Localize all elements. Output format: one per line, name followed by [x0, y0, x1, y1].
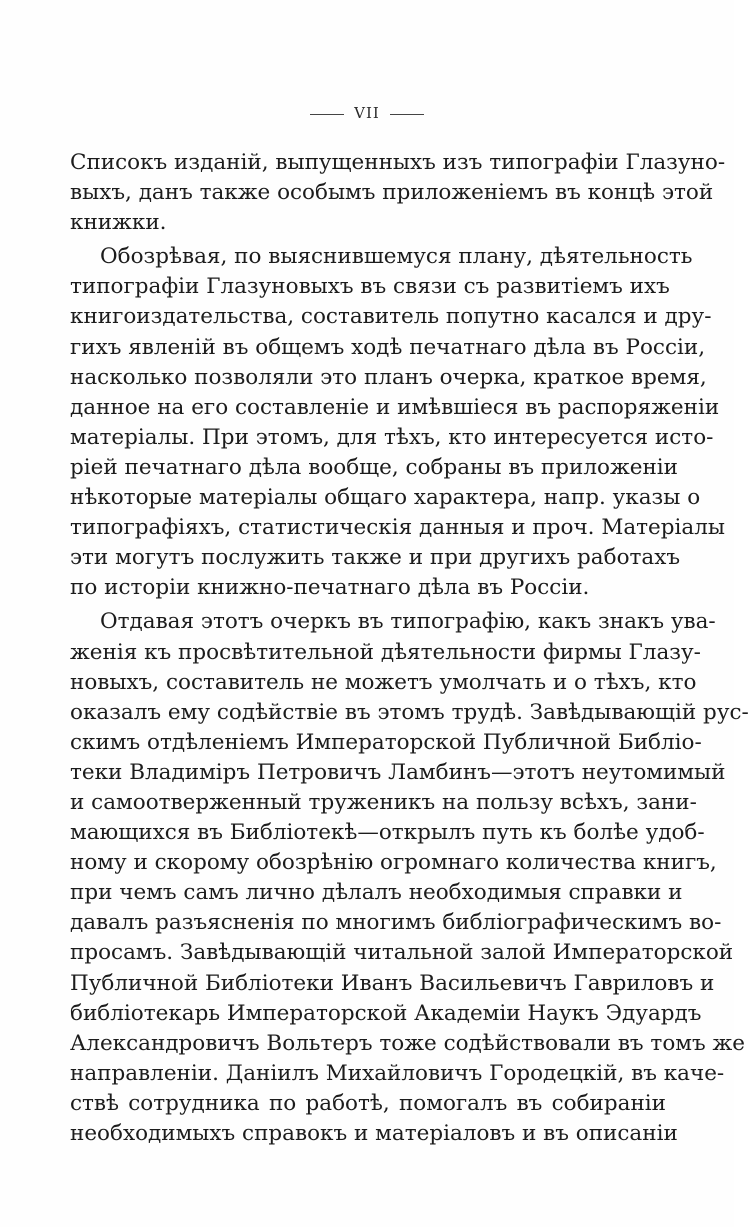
- page-number: VII: [354, 104, 380, 122]
- text-line: Списокъ изданій, выпущенныхъ изъ типографіи Глазуно-: [70, 150, 726, 175]
- body-text: [70, 148, 749, 1149]
- text-line: Публичной Библіотеки Иванъ Васильевичъ Гавриловъ и: [70, 970, 715, 996]
- text-line: Отдавая этотъ очеркъ въ типографію, какъ знакъ ува-: [100, 609, 716, 635]
- text-line: по исторіи книжно-печатнаго дѣла въ Россіи.: [70, 575, 590, 601]
- text-line: Александровичъ Вольтеръ тоже содѣйствовали въ томъ же: [70, 1030, 746, 1056]
- text-line: книжки.: [70, 210, 167, 236]
- text-line: при чемъ самъ лично дѣлалъ необходимыя справки и: [70, 880, 683, 906]
- text-line: гихъ явленій въ общемъ ходѣ печатнаго дѣла въ Россіи,: [70, 334, 706, 360]
- text-line: эти могутъ послужить также и при другихъ работахъ: [70, 545, 681, 571]
- text-line: выхъ, данъ также особымъ приложеніемъ въ концѣ этой: [70, 180, 714, 206]
- header-dash-right: [390, 114, 424, 115]
- text-line: матеріалы. При этомъ, для тѣхъ, кто интересуется исто-: [70, 424, 714, 450]
- text-line: просамъ. Завѣдывающій читальной залой Императорской: [70, 940, 734, 966]
- text-line: Обозрѣвая, по выяснившемуся плану, дѣятельность: [100, 244, 693, 270]
- text-line: ному и скорому обозрѣнію огромнаго количества книгъ,: [70, 850, 717, 876]
- text-line: и самоотверженный труженикъ на пользу всѣхъ, зани-: [70, 789, 697, 815]
- text-line: давалъ разъясненія по многимъ библіографическимъ во-: [70, 910, 722, 936]
- text-line: скимъ отдѣленіемъ Императорской Публичной Библіо-: [70, 729, 702, 755]
- text-line: женія къ просвѣтительной дѣятельности фирмы Глазу-: [70, 639, 701, 665]
- text-line: необходимыхъ справокъ и матеріаловъ и въ описаніи: [70, 1121, 678, 1146]
- text-line: книгоиздательства, составитель попутно касался и дру-: [70, 304, 712, 330]
- text-line: нѣкоторые матеріалы общаго характера, напр. указы о: [70, 485, 701, 511]
- text-line: насколько позволяли это планъ очерка, краткое время,: [70, 364, 707, 390]
- text-line: типографіи Глазуновыхъ въ связи съ развитіемъ ихъ: [70, 274, 670, 300]
- text-line: данное на его составленіе и имѣвшіеся въ распоряженіи: [70, 394, 720, 420]
- text-line: ріей печатнаго дѣла вообще, собраны въ приложеніи: [70, 454, 678, 480]
- text-line: типографіяхъ, статистическія данныя и проч. Матеріалы: [70, 515, 726, 541]
- text-line: ствѣ сотрудника по работѣ, помогалъ въ собираніи: [70, 1090, 666, 1116]
- page-header: [0, 104, 734, 122]
- header-dash-left: [310, 114, 344, 115]
- text-line: мающихся въ Библіотекѣ—открылъ путь къ болѣе удоб-: [70, 820, 705, 846]
- text-line: теки Владиміръ Петровичъ Ламбинъ—этотъ неутомимый: [70, 759, 726, 785]
- text-line: библіотекарь Императорской Академіи Наукъ Эдуардъ: [70, 1000, 702, 1026]
- text-line: оказалъ ему содѣйствіе въ этомъ трудѣ. Завѣдывающій рус-: [70, 699, 749, 725]
- text-line: направленіи. Даніилъ Михайловичъ Городецкій, въ каче-: [70, 1060, 725, 1086]
- text-line: новыхъ, составитель не можетъ умолчать и о тѣхъ, кто: [70, 669, 697, 695]
